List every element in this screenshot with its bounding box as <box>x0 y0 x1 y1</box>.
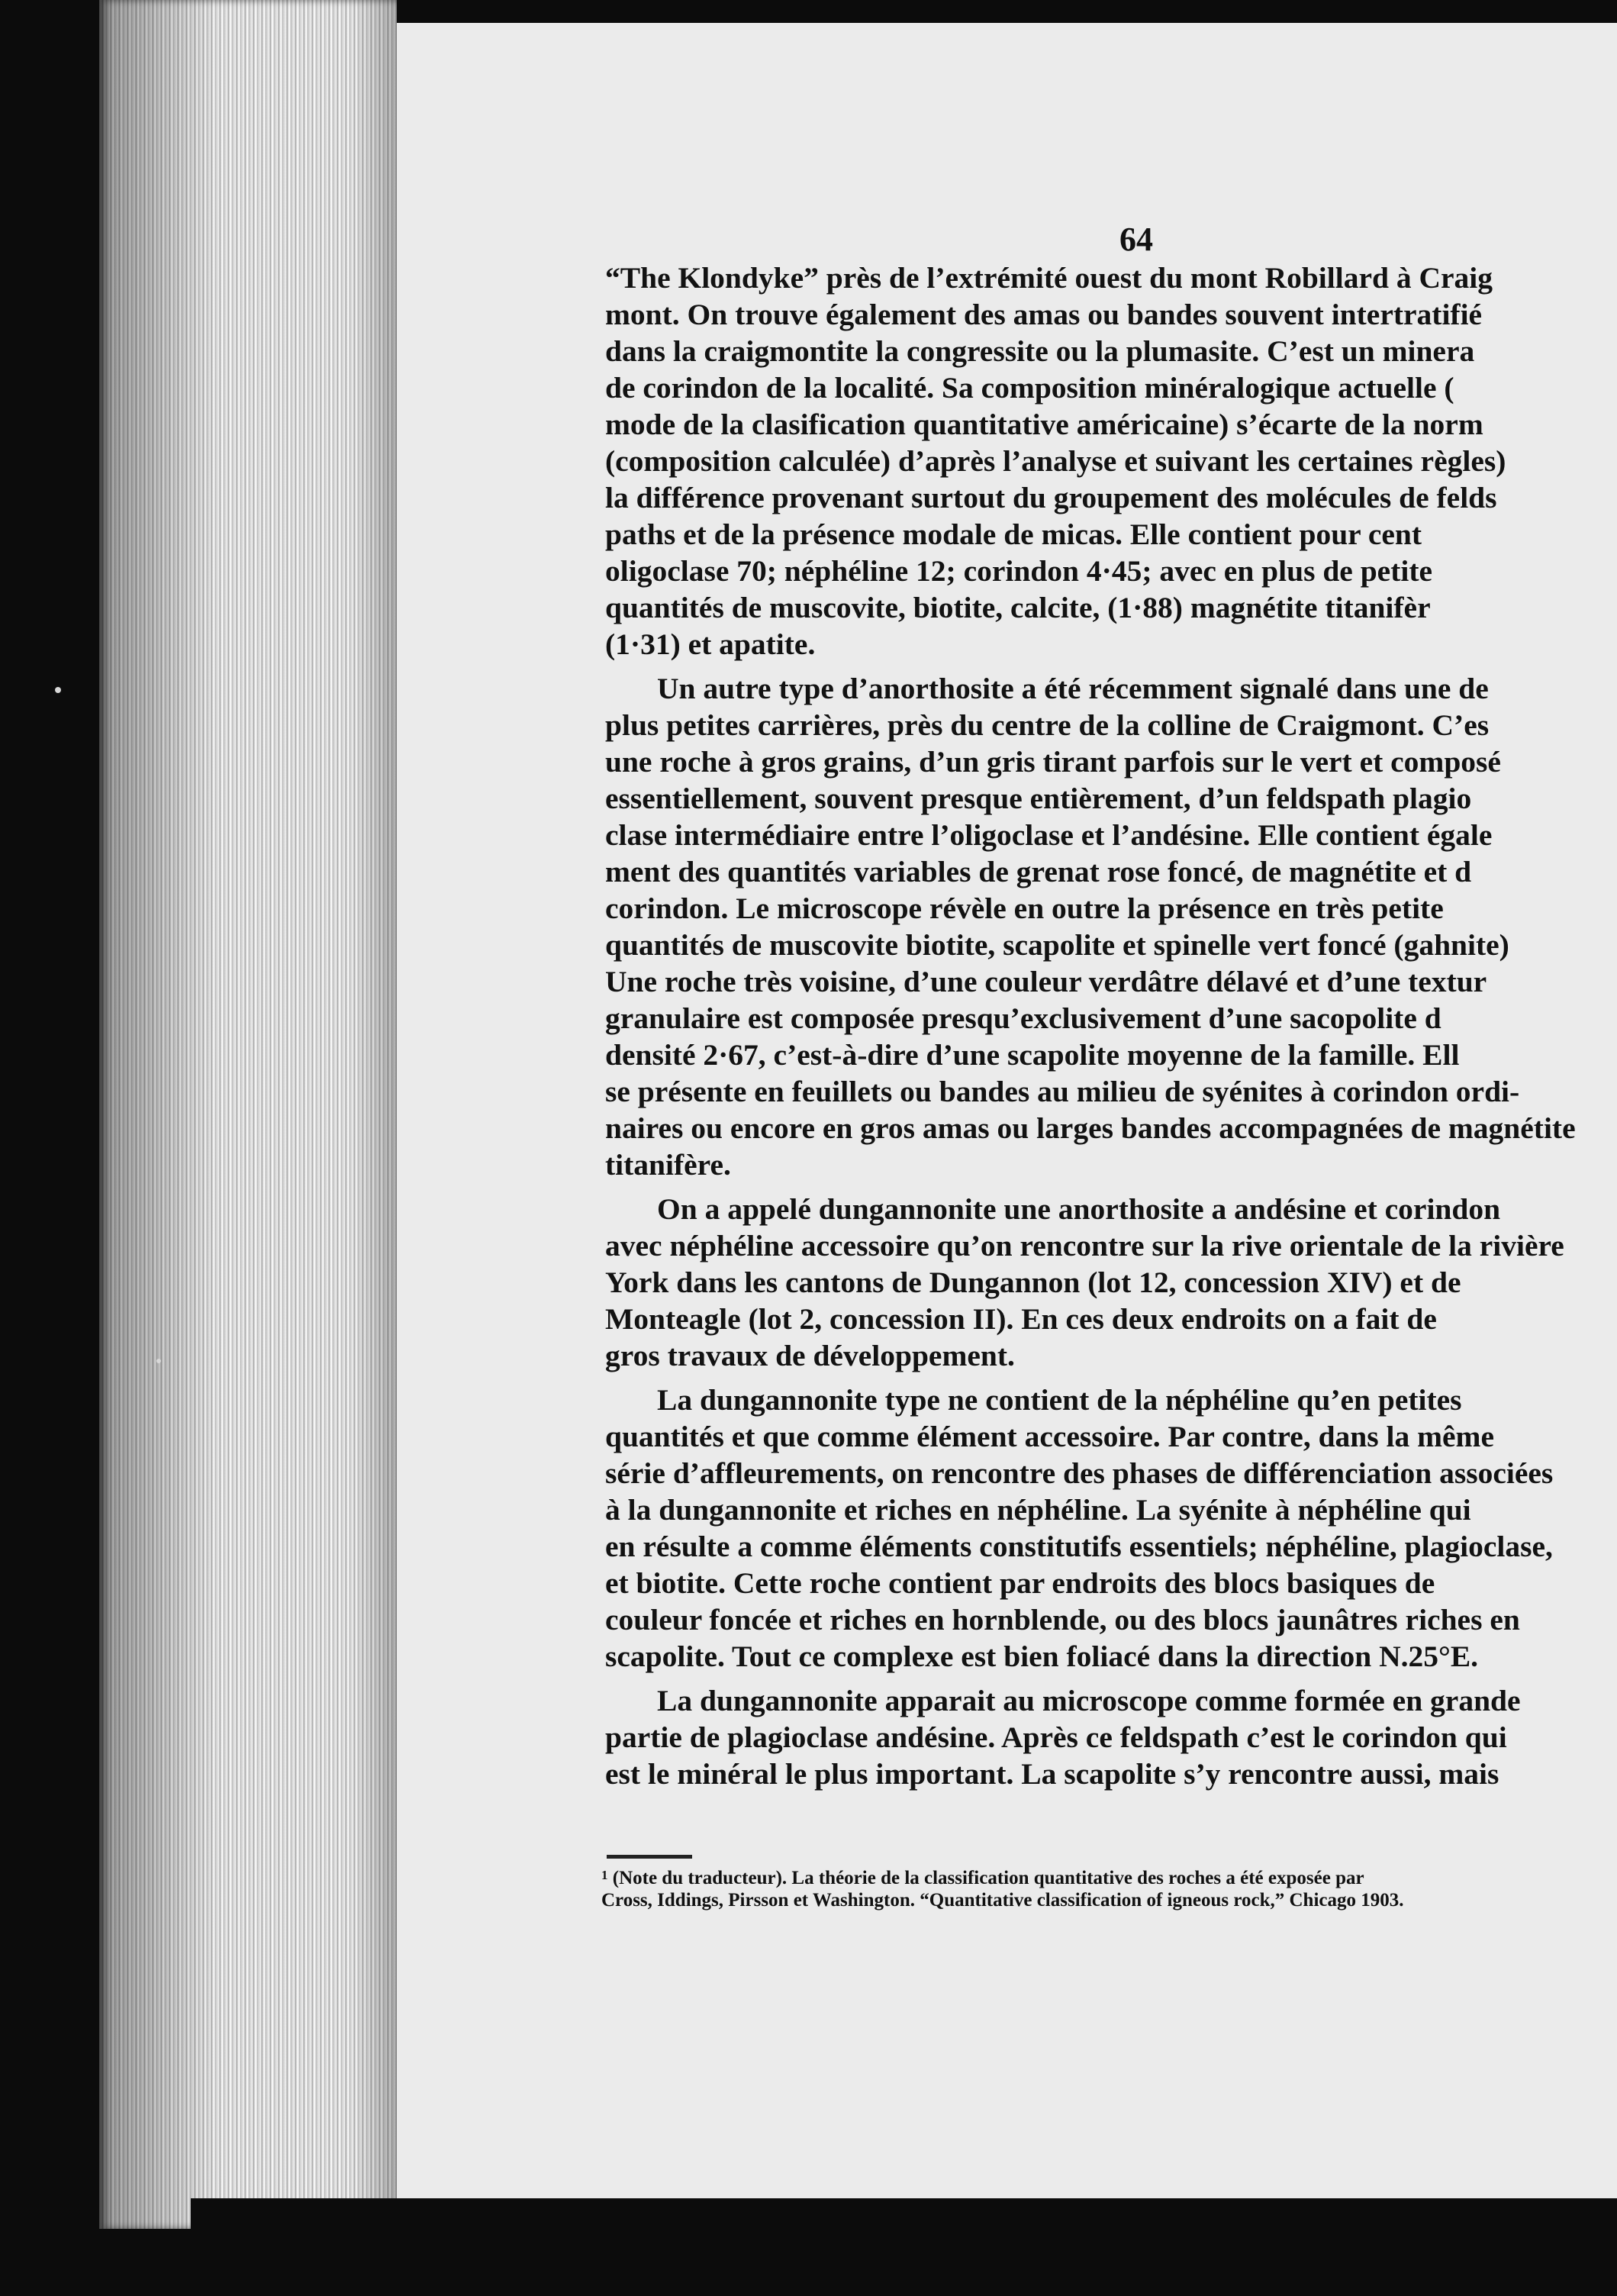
paragraph <box>605 670 1617 1183</box>
text-line: plus petites carrières, près du centre de la colline de Craigmont. C’es <box>605 708 1490 742</box>
text-line: scapolite. Tout ce complexe est bien foliacé dans la direction N.25°E. <box>605 1640 1479 1673</box>
text-line: La dungannonite apparait au microscope comme formée en grande <box>657 1684 1521 1717</box>
paragraph <box>605 260 1617 663</box>
document-page <box>397 23 1617 2221</box>
footnote-line: Cross, Iddings, Pirsson et Washington. “Quantitative classification of igneous rock,” Chicago 1903. <box>601 1890 1404 1911</box>
speck <box>156 1359 161 1363</box>
text-line: essentiellement, souvent presque entièrement, d’un feldspath plagio <box>605 782 1472 815</box>
text-line: Monteagle (lot 2, concession II). En ces deux endroits on a fait de <box>605 1302 1437 1336</box>
footnote-rule <box>607 1855 692 1859</box>
text-line: quantités et que comme élément accessoire. Par contre, dans la même <box>605 1420 1494 1453</box>
footnote-line <box>601 1862 1617 1888</box>
text-line: série d’affleurements, on rencontre des phases de différenciation associées <box>605 1456 1554 1490</box>
text-line: naires ou encore en gros amas ou larges bandes accompagnées de magnétite <box>605 1111 1576 1145</box>
text-line: (1·31) et apatite. <box>605 627 816 661</box>
text-line: clase intermédiaire entre l’oligoclase et l’andésine. Elle contient égale <box>605 818 1493 852</box>
body-text <box>605 260 1617 1792</box>
text-line: en résulte a comme éléments constitutifs essentiels; néphéline, plagioclase, <box>605 1530 1553 1563</box>
text-line: est le minéral le plus important. La scapolite s’y rencontre aussi, mais <box>605 1757 1499 1791</box>
footnote-text: (Note du traducteur). La théorie de la classification quantitative des roches a été exposée par <box>612 1868 1364 1888</box>
text-line: quantités de muscovite biotite, scapolite et spinelle vert foncé (gahnite) <box>605 928 1509 962</box>
text-line: mont. On trouve également des amas ou bandes souvent intertratifié <box>605 298 1483 331</box>
text-line: dans la craigmontite la congressite ou la plumasite. C’est un minera <box>605 334 1475 368</box>
text-line: partie de plagioclase andésine. Après ce feldspath c’est le corindon qui <box>605 1720 1507 1754</box>
text-line: granulaire est composée presqu’exclusivement d’une sacopolite d <box>605 1001 1441 1035</box>
text-line: York dans les cantons de Dungannon (lot 12, concession XIV) et de <box>605 1266 1461 1299</box>
footnote-marker: 1 <box>601 1868 608 1882</box>
text-line: la différence provenant surtout du groupement des molécules de felds <box>605 481 1497 514</box>
text-line: une roche à gros grains, d’un gris tirant parfois sur le vert et composé <box>605 745 1501 779</box>
text-line: oligoclase 70; néphéline 12; corindon 4·45; avec en plus de petite <box>605 554 1433 588</box>
text-line: de corindon de la localité. Sa composition minéralogique actuelle ( <box>605 371 1454 405</box>
footnote <box>601 1862 1617 1913</box>
book-page-edges <box>99 0 397 2229</box>
text-line: gros travaux de développement. <box>605 1339 1015 1372</box>
paragraph <box>605 1682 1617 1792</box>
text-line: On a appelé dungannonite une anorthosite a andésine et corindon <box>657 1192 1501 1226</box>
text-line: La dungannonite type ne contient de la néphéline qu’en petites <box>657 1383 1462 1417</box>
text-line: se présente en feuillets ou bandes au milieu de syénites à corindon ordi- <box>605 1075 1520 1108</box>
text-line: couleur foncée et riches en hornblende, ou des blocs jaunâtres riches en <box>605 1603 1520 1637</box>
bottom-shadow <box>191 2198 1617 2296</box>
paragraph <box>605 1382 1617 1675</box>
text-line: Un autre type d’anorthosite a été récemment signalé dans une de <box>657 672 1489 705</box>
text-line: Une roche très voisine, d’une couleur verdâtre délavé et d’une textur <box>605 965 1487 998</box>
text-line: corindon. Le microscope révèle en outre la présence en très petite <box>605 892 1444 925</box>
text-line: et biotite. Cette roche contient par endroits des blocs basiques de <box>605 1566 1435 1600</box>
text-line: “The Klondyke” près de l’extrémité ouest du mont Robillard à Craig <box>605 261 1493 295</box>
text-line: titanifère. <box>605 1148 731 1182</box>
text-line: quantités de muscovite, biotite, calcite, (1·88) magnétite titanifèr <box>605 591 1431 624</box>
text-line: (composition calculée) d’après l’analyse et suivant les certaines règles) <box>605 444 1506 478</box>
text-line: ment des quantités variables de grenat rose foncé, de magnétite et d <box>605 855 1472 888</box>
paragraph <box>605 1191 1617 1374</box>
speck <box>55 687 61 693</box>
text-line: paths et de la présence modale de micas. Elle contient pour cent <box>605 518 1422 551</box>
text-line: mode de la clasification quantitative américaine) s’écarte de la norm <box>605 408 1483 441</box>
text-line: densité 2·67, c’est-à-dire d’une scapolite moyenne de la famille. Ell <box>605 1038 1460 1072</box>
text-line: à la dungannonite et riches en néphéline. La syénite à néphéline qui <box>605 1493 1471 1527</box>
page-number: 64 <box>1119 221 1153 258</box>
text-line: avec néphéline accessoire qu’on rencontre sur la rive orientale de la rivière <box>605 1229 1564 1262</box>
